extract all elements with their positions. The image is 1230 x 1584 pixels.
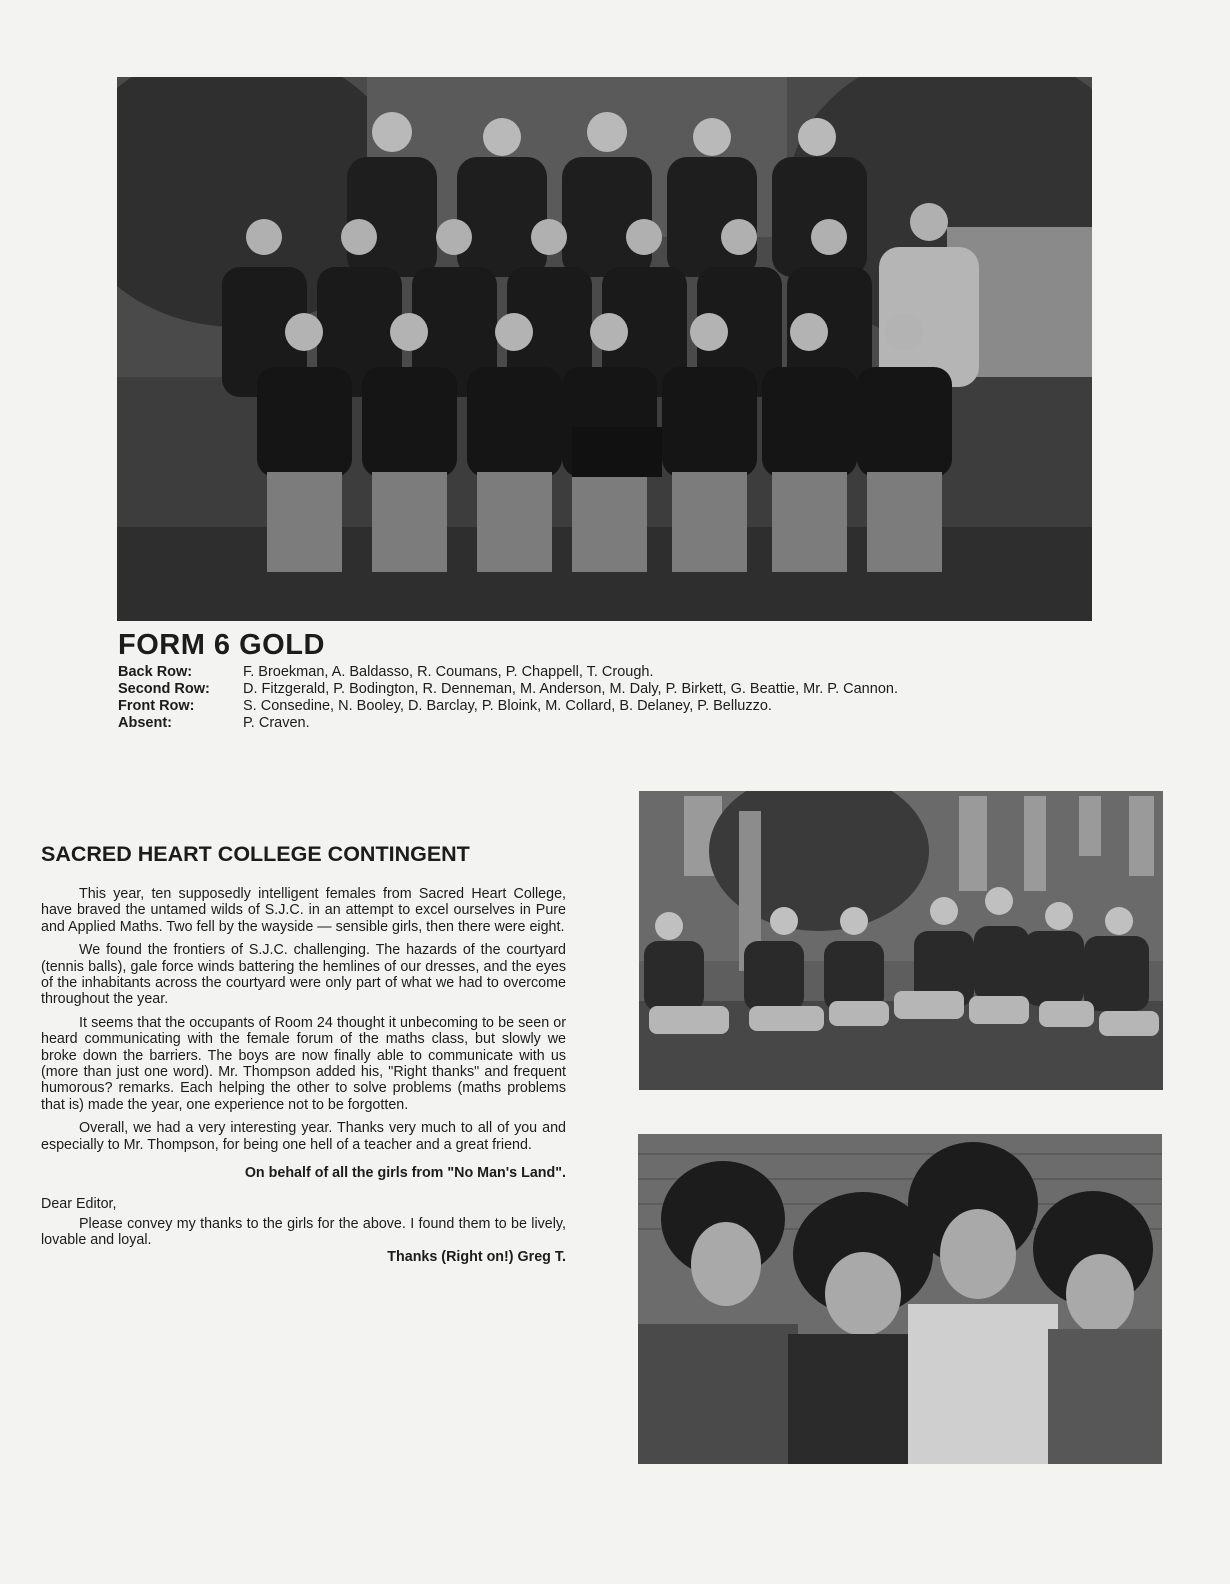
letter-salutation: Dear Editor, bbox=[41, 1195, 117, 1212]
article-paragraph: Overall, we had a very interesting year. Thanks very much to all of you and especially to Mr. Thompson, for being one hell of a teacher and a great friend. bbox=[41, 1120, 566, 1153]
article-paragraph: This year, ten supposedly intelligent females from Sacred Heart College, have braved the untamed wilds of S.J.C. in an attempt to excel ourselves in Pure and Applied Maths. Two fell by the wayside — sensible girls, then there were eight. bbox=[41, 886, 566, 935]
row-names: S. Consedine, N. Booley, D. Barclay, P. Bloink, M. Collard, B. Delaney, P. Belluzzo. bbox=[243, 698, 772, 714]
row-names: F. Broekman, A. Baldasso, R. Coumans, P. Chappell, T. Crough. bbox=[243, 664, 654, 680]
caption-row-absent bbox=[118, 715, 898, 732]
class-photo bbox=[117, 77, 1092, 621]
row-names: D. Fitzgerald, P. Bodington, R. Denneman, M. Anderson, M. Daly, P. Birkett, G. Beattie, Mr. P. Cannon. bbox=[243, 681, 898, 697]
girls-photo bbox=[639, 791, 1163, 1090]
letter-body: Please convey my thanks to the girls for the above. I found them to be lively, lovable and loyal. bbox=[41, 1215, 566, 1249]
article-paragraph: It seems that the occupants of Room 24 thought it unbecoming to be seen or heard communicating with the female forum of the maths class, but slowly we broke down the barriers. The boys are now finally able to communicate with us (more than just one word). Mr. Thompson added his, "Right thanks" and frequent humorous? remarks. Each helping the other to solve problems (maths problems that is) made the year, one experience not to be forgotten. bbox=[41, 1014, 566, 1113]
article-paragraph: We found the frontiers of S.J.C. challenging. The hazards of the courtyard (tennis balls), gale force winds battering the hemlines of our dresses, and the eyes of the inhabitants across the courtyard were only part of what we had to overcome throughout the year. bbox=[41, 942, 566, 1008]
row-label: Back Row: bbox=[118, 664, 193, 680]
article-body bbox=[41, 886, 566, 1272]
row-label: Second Row: bbox=[118, 681, 210, 697]
caption-row-back bbox=[118, 664, 898, 681]
letter-signoff: Thanks (Right on!) Greg T. bbox=[387, 1248, 566, 1265]
form-title: FORM 6 GOLD bbox=[118, 629, 325, 661]
photo-caption bbox=[118, 664, 898, 732]
group-photo bbox=[638, 1134, 1162, 1464]
row-names: P. Craven. bbox=[243, 715, 310, 731]
caption-row-second bbox=[118, 681, 898, 698]
row-label: Front Row: bbox=[118, 698, 195, 714]
article-title: SACRED HEART COLLEGE CONTINGENT bbox=[41, 842, 470, 866]
article-signoff: On behalf of all the girls from "No Man's Land". bbox=[244, 1165, 566, 1182]
caption-row-front bbox=[118, 698, 898, 715]
row-label: Absent: bbox=[118, 715, 172, 731]
